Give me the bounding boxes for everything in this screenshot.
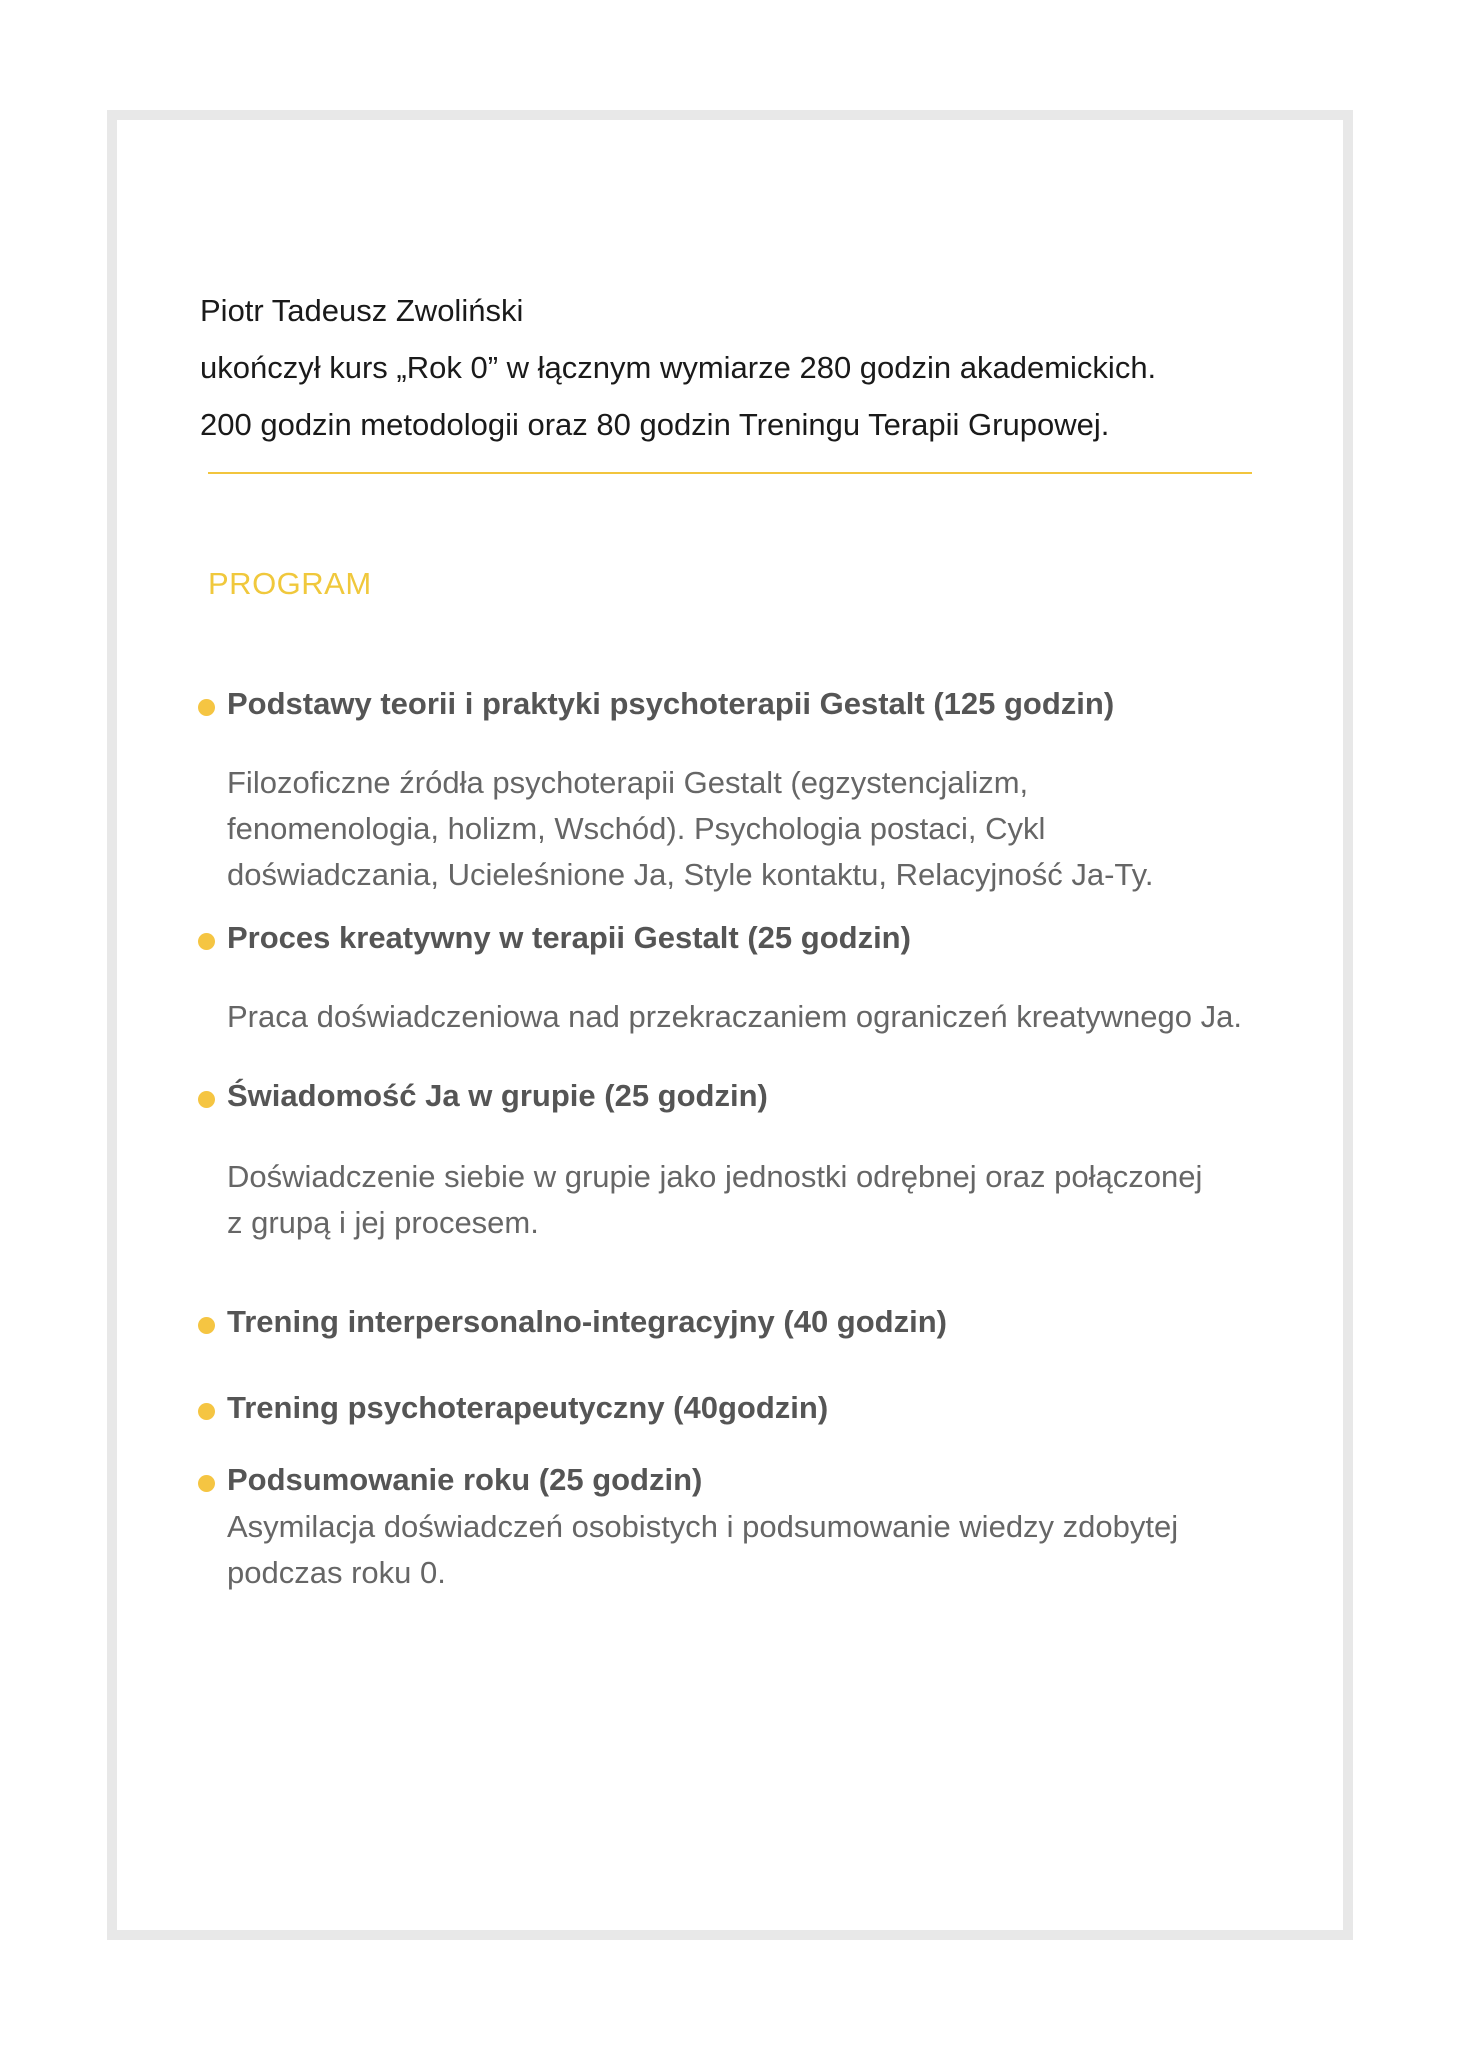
description-line: z grupą i jej procesem.	[227, 1205, 539, 1240]
bullet-icon	[198, 1317, 215, 1334]
course-hours-text: 200 godzin metodologii oraz 80 godzin Treningu Terapii Grupowej.	[200, 407, 1110, 442]
bullet-icon	[198, 1403, 215, 1420]
program-item-title: Podsumowanie roku (25 godzin)	[227, 1462, 703, 1497]
course-completion-text: ukończył kurs „Rok 0” w łącznym wymiarze 280 godzin akademickich.	[200, 350, 1157, 385]
description-line: fenomenologia, holizm, Wschód). Psychologia postaci, Cykl	[227, 811, 1046, 846]
program-item	[198, 1302, 1298, 1342]
program-item	[198, 684, 1298, 898]
program-item	[198, 1076, 1298, 1246]
description-line: doświadczania, Ucieleśnione Ja, Style kontaktu, Relacyjność Ja-Ty.	[227, 857, 1154, 892]
description-line: Praca doświadczeniowa nad przekraczaniem ograniczeń kreatywnego Ja.	[227, 999, 1242, 1034]
description-line: Doświadczenie siebie w grupie jako jednostki odrębnej oraz połączonej	[227, 1159, 1203, 1194]
description-line: podczas roku 0.	[227, 1555, 446, 1590]
program-item	[198, 1388, 1298, 1428]
program-item-description	[227, 1154, 1298, 1246]
divider-line	[208, 472, 1252, 474]
program-heading: PROGRAM	[208, 566, 372, 601]
program-item-title: Proces kreatywny w terapii Gestalt (25 godzin)	[227, 920, 911, 955]
description-line: Asymilacja doświadczeń osobistych i podsumowanie wiedzy zdobytej	[227, 1509, 1179, 1544]
bullet-icon	[198, 1475, 215, 1492]
program-item-title: Świadomość Ja w grupie (25 godzin)	[227, 1078, 768, 1113]
program-item-description	[227, 760, 1298, 898]
bullet-icon	[198, 699, 215, 716]
program-item-title: Trening psychoterapeutyczny (40godzin)	[227, 1390, 829, 1425]
program-item-description	[227, 1504, 1298, 1596]
certificate-intro	[200, 282, 1340, 453]
program-item-description	[227, 994, 1298, 1040]
program-item-title: Podstawy teorii i praktyki psychoterapii Gestalt (125 godzin)	[227, 686, 1115, 721]
description-line: Filozoficzne źródła psychoterapii Gestalt (egzystencjalizm,	[227, 765, 1029, 800]
recipient-name: Piotr Tadeusz Zwoliński	[200, 293, 524, 328]
program-item	[198, 918, 1298, 1040]
program-item-title: Trening interpersonalno-integracyjny (40 godzin)	[227, 1304, 947, 1339]
program-item	[198, 1460, 1298, 1596]
bullet-icon	[198, 933, 215, 950]
bullet-icon	[198, 1091, 215, 1108]
